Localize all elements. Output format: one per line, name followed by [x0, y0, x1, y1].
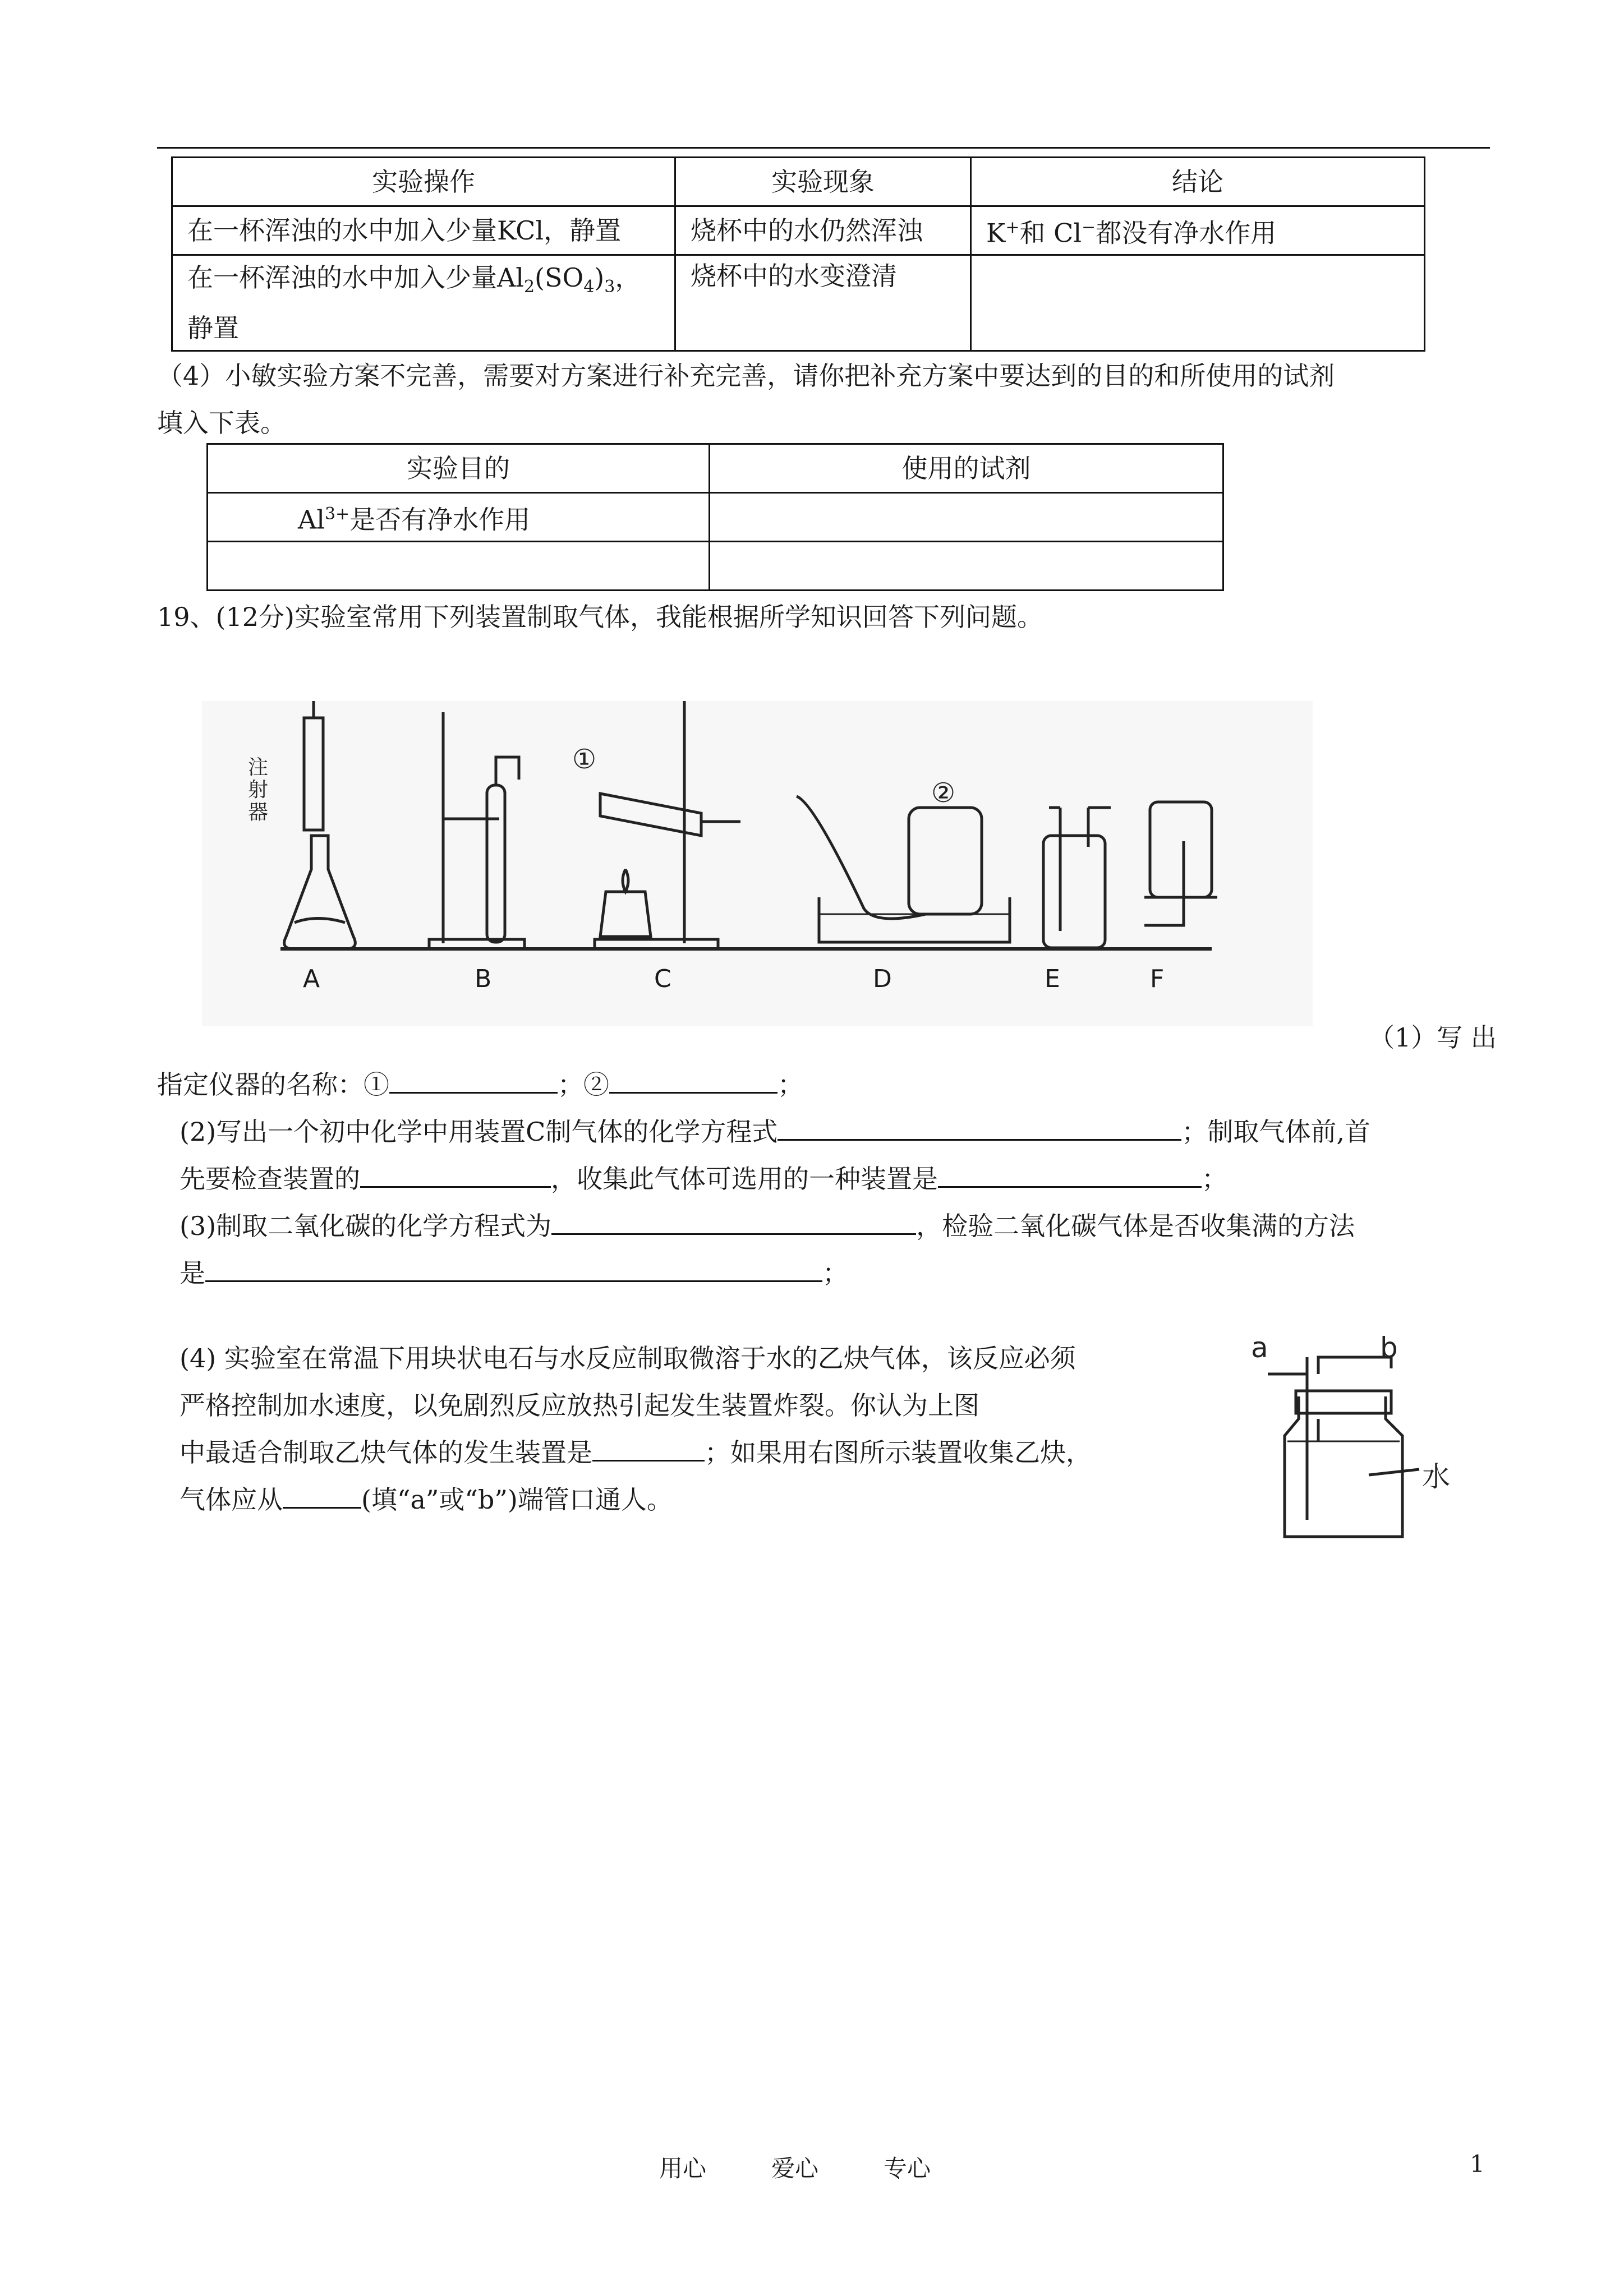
q4-instruction: （4）小敏实验方案不完善，需要对方案进行补充完善，请你把补充方案中要达到的目的和所使用的试剂	[157, 361, 1335, 391]
mark-2: ②	[931, 777, 956, 809]
q1-lead: （1）写 出	[1369, 1022, 1497, 1053]
table-cell: $Al^{3+}$是否有净水作用	[208, 493, 710, 542]
q1-line: 指定仪器的名称：① ；② ；	[157, 1061, 1490, 1108]
experiment-table	[171, 156, 1425, 352]
end-a: a	[1251, 1335, 1268, 1364]
table-cell: 在一杯浑浊的水中加入少量KCl，静置	[172, 206, 675, 255]
water-label: 水	[1422, 1460, 1450, 1493]
label-b: B	[475, 965, 492, 993]
table-cell	[208, 542, 710, 591]
q2-line-2: 先要检查装置的 ，收集此气体可选用的一种装置是 ；	[180, 1155, 1512, 1202]
q4b-line-3: 中最适合制取乙炔气体的发生装置是 ；如果用右图所示装置收集乙炔，	[180, 1429, 1245, 1476]
table-cell	[710, 542, 1223, 591]
table-cell: K+和 Cl−都没有净水作用	[971, 206, 1425, 255]
apparatus-figure	[202, 701, 1313, 1026]
header-rule	[157, 147, 1490, 149]
page-number: 1	[1470, 2150, 1485, 2178]
label-a: A	[303, 965, 320, 993]
supplement-table	[206, 443, 1224, 591]
footer-item: 用心	[659, 2155, 707, 2182]
label-d: D	[873, 965, 892, 993]
q4b-line-4: 气体应从 (填“a”或“b”)端管口通人。	[180, 1476, 1245, 1523]
table-cell: 烧杯中的水仍然浑浊	[675, 206, 971, 255]
table-cell	[971, 255, 1425, 351]
label-e: E	[1045, 965, 1060, 993]
label-f: F	[1150, 965, 1165, 993]
q4b-line-1: (4) 实验室在常温下用块状电石与水反应制取微溶于水的乙炔气体，该反应必须	[180, 1343, 1076, 1373]
footer-item: 专心	[884, 2155, 931, 2182]
table-cell: 在一杯浑浊的水中加入少量$Al_2(SO_4)_3$， 静置	[172, 255, 675, 351]
footer-item: 爱心	[771, 2155, 819, 2182]
end-b: b	[1380, 1335, 1398, 1364]
q3-line-1: (3)制取二氧化碳的化学方程式为 ，检验二氧化碳气体是否收集满的方法	[180, 1202, 1512, 1250]
q3-line-2: 是 ；	[180, 1250, 1512, 1297]
collection-bottle-figure	[1234, 1335, 1470, 1548]
syringe-label: 注射器	[248, 756, 269, 824]
table-header: 结论	[971, 158, 1425, 206]
mark-1: ①	[572, 744, 597, 775]
table-cell	[710, 493, 1223, 542]
label-c: C	[654, 965, 671, 993]
q2-line-1: (2)写出一个初中化学中用装置C制气体的化学方程式 ；制取气体前,首	[180, 1108, 1512, 1155]
table-header: 实验操作	[172, 158, 675, 206]
question-19-title: 19、(12分)实验室常用下列装置制取气体，我能根据所学知识回答下列问题。	[157, 602, 1043, 632]
table-header: 实验现象	[675, 158, 971, 206]
table-header: 使用的试剂	[710, 444, 1223, 493]
q4b-line-2: 严格控制加水速度，以免剧烈反应放热引起发生装置炸裂。你认为上图	[180, 1390, 979, 1421]
table-header: 实验目的	[208, 444, 710, 493]
table-cell: 烧杯中的水变澄清	[675, 255, 971, 351]
q4-instruction-2: 填入下表。	[157, 408, 286, 438]
